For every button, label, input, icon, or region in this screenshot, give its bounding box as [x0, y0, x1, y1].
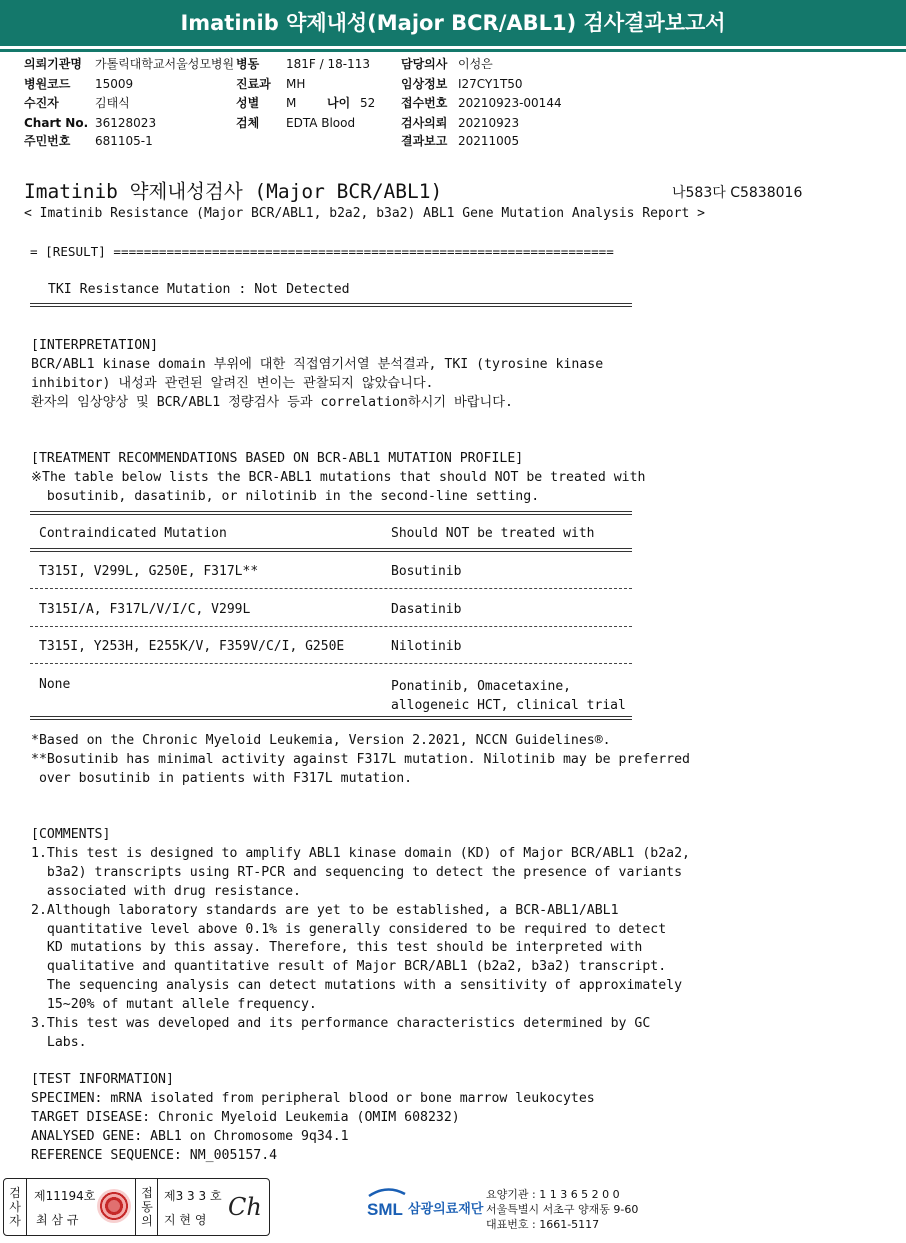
value-hospital-code: 15009: [95, 77, 134, 91]
table-row-rule: [30, 663, 632, 664]
value-doctor: 이성은: [458, 57, 493, 71]
result-header: = [RESULT] ==================================================================: [30, 244, 614, 259]
result-line: TKI Resistance Mutation : Not Detected: [32, 282, 350, 297]
label-age: 나이: [327, 96, 351, 110]
footnotes: *Based on the Chronic Myeloid Leukemia, Version 2.2021, NCCN Guidelines®. **Bosutinib has minimal activity against F317L mutation. Nilotinib may be preferred over bosutinib in patients with F317L mutation.: [31, 733, 690, 786]
table-top-rule: [30, 511, 632, 515]
label-patient: 수진자: [24, 96, 59, 110]
label-request-date: 검사의뢰: [401, 116, 448, 130]
value-resident-no: 681105-1: [95, 134, 153, 148]
value-chart-no: 36128023: [95, 116, 157, 130]
approver-license: 제3 3 3 호: [164, 1189, 222, 1203]
approver-name: 지 현 영: [164, 1213, 207, 1227]
seal-stamp: [97, 1189, 131, 1223]
value-ward: 181F / 18-113: [286, 57, 370, 71]
value-department: MH: [286, 77, 306, 91]
value-clinical-info: I27CY1T50: [458, 77, 523, 91]
examiner-label: 검사자: [9, 1186, 21, 1228]
table-row-drug: Bosutinib: [391, 564, 462, 579]
report-heading: Imatinib 약제내성검사 (Major BCR/ABL1): [24, 180, 443, 203]
banner-divider: [0, 49, 906, 52]
box-divider: [26, 1179, 27, 1235]
value-specimen: EDTA Blood: [286, 116, 356, 130]
label-clinical-info: 임상정보: [401, 77, 448, 91]
value-request-date: 20210923: [458, 116, 520, 130]
table-row-rule: [30, 626, 632, 627]
table-header-rule: [30, 548, 632, 552]
label-department: 진료과: [236, 77, 271, 91]
sml-logo-icon: [365, 1186, 410, 1222]
phone-number: 대표번호 : 1661-5117: [486, 1218, 600, 1231]
value-accession: 20210923-00144: [458, 96, 562, 110]
table-row-drug: Dasatinib: [391, 602, 462, 617]
value-sex: M: [286, 96, 297, 110]
table-bottom-rule: [30, 716, 632, 720]
label-specimen: 검체: [236, 116, 260, 130]
table-row-mutation: None: [39, 677, 71, 692]
label-ward: 병동: [236, 57, 260, 71]
value-report-date: 20211005: [458, 134, 520, 148]
value-age: 52: [360, 96, 376, 110]
approver-label: 접동의: [141, 1186, 153, 1228]
institution-code: 요양기관 : 1 1 3 6 5 2 0 0: [486, 1188, 620, 1201]
table-row-mutation: T315I, Y253H, E255K/V, F359V/C/I, G250E: [39, 639, 345, 654]
label-doctor: 담당의사: [401, 57, 448, 71]
label-accession: 접수번호: [401, 96, 448, 110]
table-header-mutation: Contraindicated Mutation: [39, 526, 227, 541]
table-row-drug: Nilotinib: [391, 639, 462, 654]
report-title: Imatinib 약제내성(Major BCR/ABL1) 검사결과보고서: [180, 11, 726, 35]
box-divider: [157, 1179, 158, 1235]
result-divider: [30, 303, 632, 307]
value-patient: 김태식: [95, 96, 130, 110]
test-information: [TEST INFORMATION] SPECIMEN: mRNA isolated from peripheral blood or bone marrow leukocytes TARGET DISEASE: Chronic Myeloid Leukemia (OMIM 608232) ANALYSED GENE: ABL1 on Chromosome 9q34.1 REFERENCE SEQUENCE: NM_005157.4: [31, 1072, 595, 1163]
signature: Ch: [228, 1193, 262, 1221]
table-row-mutation: T315I/A, F317L/V/I/C, V299L: [39, 602, 251, 617]
label-report-date: 결과보고: [401, 134, 448, 148]
table-header-treatment: Should NOT be treated with: [391, 526, 595, 541]
examiner-license: 제11194호: [34, 1189, 96, 1203]
label-resident-no: 주민번호: [24, 134, 71, 148]
value-institution: 가톨릭대학교서울성모병원: [95, 57, 235, 71]
label-sex: 성별: [236, 96, 260, 110]
comments-section: [COMMENTS] 1.This test is designed to amplify ABL1 kinase domain (KD) of Major BCR/ABL1 (b2a2, b3a2) transcripts using RT-PCR and sequencing to detect the presence of variants associated with drug resistance. 2.Although laboratory standards are yet to be established, a BCR-ABL1/ABL1 quantitative level above 0.1% is generally considered to be required to detect KD mutations by this assay. Therefore, this test should be interpreted with qualitative and quantitative result of Major BCR/ABL1 (b2a2, b3a2) transcript. The sequencing analysis can detect mutations with a sensitivity of approximately 15~20% of mutant allele frequency. 3.This test was developed and its performance characteristics determined by GC Labs.: [31, 827, 690, 1050]
table-row-drug: Ponatinib, Omacetaxine, allogeneic HCT, clinical trial: [391, 679, 626, 713]
treatment-intro: [TREATMENT RECOMMENDATIONS BASED ON BCR-ABL1 MUTATION PROFILE] ※The table below lists the BCR-ABL1 mutations that should NOT be treated with bosutinib, dasatinib, or nilotinib in the second-line setting.: [31, 451, 646, 504]
organization-name: 삼광의료재단: [408, 1202, 484, 1217]
label-chart-no: Chart No.: [24, 116, 89, 130]
label-hospital-code: 병원코드: [24, 77, 71, 91]
sml-logo-text: SML: [367, 1200, 403, 1219]
signature-box: [3, 1178, 270, 1236]
label-institution: 의뢰기관명: [24, 57, 82, 71]
test-code: 나583다 C5838016: [672, 185, 803, 201]
box-divider: [135, 1179, 136, 1235]
table-row-rule: [30, 588, 632, 589]
report-banner: [0, 0, 906, 57]
interpretation-section: [INTERPRETATION] BCR/ABL1 kinase domain 부위에 대한 직접염기서열 분석결과, TKI (tyrosine kinase inhibitor) 내성과 관련된 알려진 변이는 관찰되지 않았습니다. 환자의 임상양상 및 BCR/ABL1 정량검사 등과 correlation하시기 바랍니다.: [31, 338, 604, 410]
report-subtitle: < Imatinib Resistance (Major BCR/ABL1, b2a2, b3a2) ABL1 Gene Mutation Analysis Report >: [24, 206, 705, 221]
table-row-mutation: T315I, V299L, G250E, F317L**: [39, 564, 259, 579]
examiner-name: 최 삼 규: [36, 1213, 79, 1227]
address: 서울특별시 서초구 양재동 9-60: [486, 1203, 639, 1216]
